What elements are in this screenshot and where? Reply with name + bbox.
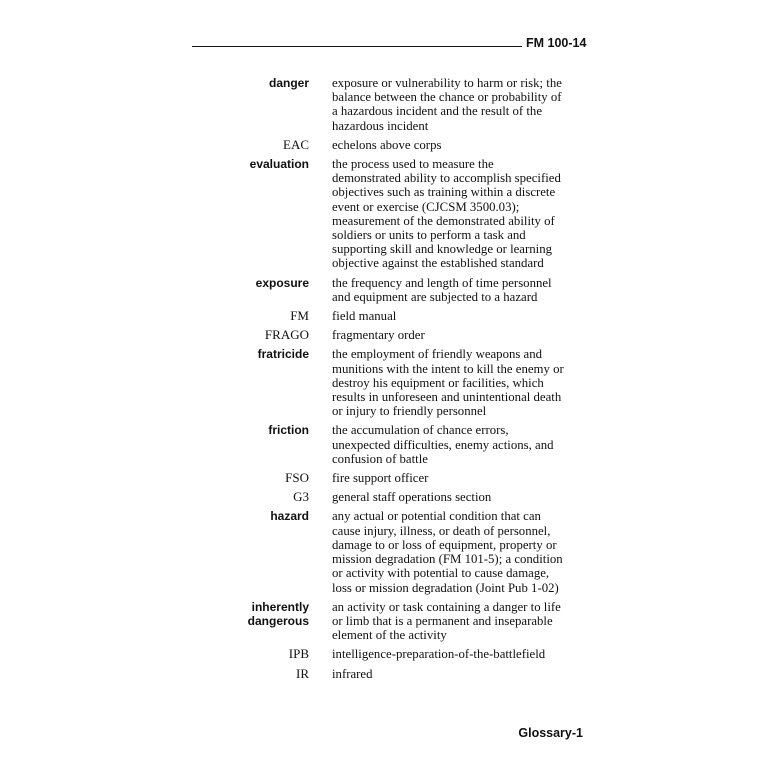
glossary-term: IPB	[288, 646, 309, 662]
glossary-term: exposure	[255, 275, 309, 290]
definition-line: cause injury, illness, or death of personnel,	[332, 523, 551, 538]
glossary-entry	[190, 600, 590, 643]
glossary-entry	[190, 328, 590, 342]
definition-line: damage to or loss of equipment, property or	[332, 537, 557, 552]
glossary-definition	[332, 309, 590, 323]
definition-line: destroy his equipment or facilities, which	[332, 375, 544, 390]
definition-line: exposure or vulnerability to harm or risk; the	[332, 76, 562, 90]
definition-line: mission degradation (FM 101-5); a condition	[332, 552, 563, 567]
definition-line: objective against the established standard	[332, 256, 544, 271]
glossary-definition	[332, 509, 590, 594]
definition-line: the employment of friendly weapons and	[332, 347, 543, 362]
page-number: Glossary-1	[518, 726, 583, 740]
definition-line: confusion of battle	[332, 451, 428, 466]
glossary-entry	[190, 667, 590, 681]
definition-line: demonstrated ability to accomplish specified	[332, 171, 561, 186]
glossary-entry	[190, 509, 590, 594]
definition-line: event or exercise (CJCSM 3500.03);	[332, 199, 520, 214]
glossary-term: hazard	[270, 509, 309, 524]
definition-line: munitions with the intent to kill the enemy or	[332, 361, 564, 376]
definition-line: or injury to friendly personnel	[332, 404, 487, 419]
definition-line: infrared	[332, 666, 373, 681]
glossary-definition	[332, 600, 590, 643]
glossary-entry	[190, 347, 590, 418]
glossary-definition	[332, 157, 590, 271]
definition-line: results in unforeseen and unintentional death	[332, 390, 562, 405]
glossary-term: EAC	[283, 136, 309, 152]
definition-line: soldiers or units to perform a task and	[332, 228, 526, 243]
definition-line: loss or mission degradation (Joint Pub 1-02)	[332, 580, 559, 595]
glossary-term: fratricide	[257, 347, 309, 362]
definition-line: or activity with potential to cause damage,	[332, 566, 550, 581]
glossary-definition	[332, 647, 590, 661]
definition-line: measurement of the demonstrated ability of	[332, 213, 555, 228]
definition-line: element of the activity	[332, 628, 447, 643]
definition-line: the frequency and length of time personnel	[332, 275, 552, 290]
glossary-term: FSO	[285, 470, 309, 486]
glossary-term: danger	[268, 76, 309, 90]
definition-line: supporting skill and knowledge or learning	[332, 242, 552, 257]
glossary-definition	[332, 490, 590, 504]
definition-line: balance between the chance or probability of	[332, 90, 562, 105]
definition-line: intelligence-preparation-of-the-battlefield	[332, 647, 546, 662]
definition-line: the accumulation of chance errors,	[332, 423, 509, 438]
definition-line: unexpected difficulties, enemy actions, and	[332, 437, 554, 452]
glossary-entry	[190, 276, 590, 304]
manual-number: FM 100-14	[526, 36, 587, 50]
glossary-definition	[332, 138, 590, 152]
glossary-term-line: inherently	[251, 599, 309, 614]
glossary-entry	[190, 423, 590, 466]
glossary-entry	[190, 76, 590, 133]
glossary-term: FM	[290, 308, 309, 324]
glossary-definition	[332, 471, 590, 485]
glossary-definition	[332, 76, 590, 133]
glossary-entry	[190, 157, 590, 271]
glossary-term	[190, 600, 309, 628]
definition-line: fragmentary order	[332, 328, 425, 343]
definition-line: general staff operations section	[332, 490, 492, 505]
glossary-term: IR	[296, 665, 309, 681]
glossary-entry	[190, 490, 590, 504]
glossary-term: evaluation	[249, 157, 309, 172]
glossary-definition	[332, 328, 590, 342]
glossary-term: G3	[293, 489, 309, 505]
definition-line: any actual or potential condition that can	[332, 509, 541, 524]
glossary-term: friction	[268, 423, 309, 438]
definition-line: and equipment are subjected to a hazard	[332, 289, 538, 304]
definition-line: a hazardous incident and the result of the	[332, 104, 543, 119]
glossary-entry	[190, 138, 590, 152]
glossary-entry	[190, 309, 590, 323]
definition-line: echelons above corps	[332, 137, 442, 152]
glossary-definition	[332, 347, 590, 418]
definition-line: fire support officer	[332, 471, 429, 486]
glossary-entry	[190, 647, 590, 661]
glossary-definition	[332, 276, 590, 304]
definition-line: field manual	[332, 309, 397, 324]
glossary-list	[190, 76, 590, 686]
glossary-definition	[332, 667, 590, 681]
glossary-term: FRAGO	[264, 327, 309, 343]
definition-line: hazardous incident	[332, 118, 429, 133]
glossary-term-line: dangerous	[247, 613, 309, 628]
definition-line: objectives such as training within a discrete	[332, 185, 556, 200]
header-rule	[192, 46, 522, 47]
definition-line: an activity or task containing a danger to life	[332, 599, 561, 614]
glossary-entry	[190, 471, 590, 485]
definition-line: or limb that is a permanent and inseparable	[332, 613, 553, 628]
definition-line: the process used to measure the	[332, 157, 494, 172]
glossary-definition	[332, 423, 590, 466]
